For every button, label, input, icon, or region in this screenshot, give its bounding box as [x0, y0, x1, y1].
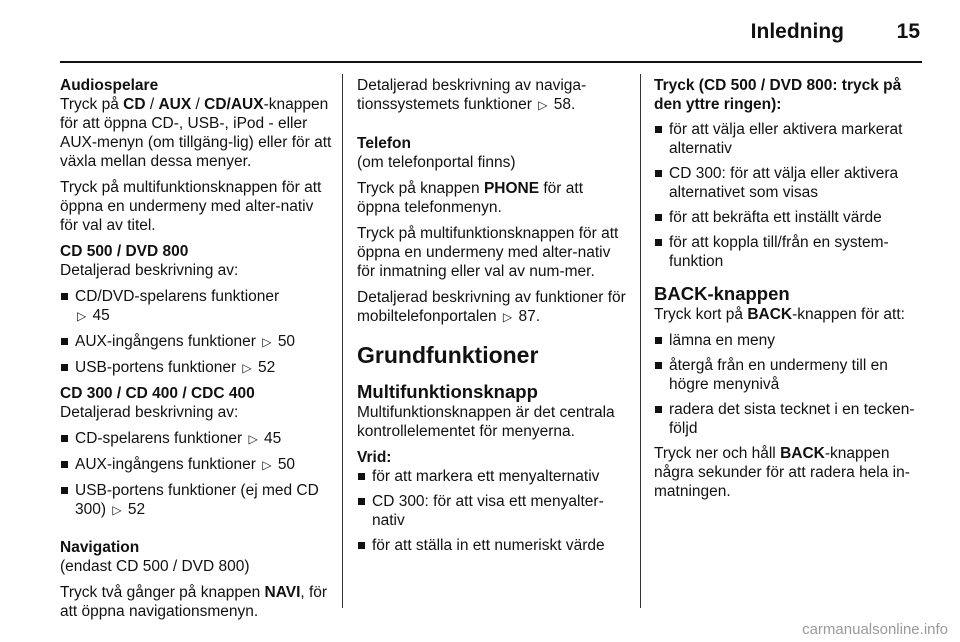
section-heading-grundfunktioner: Grundfunktioner: [357, 342, 539, 368]
list-item-text: USB-portens funktioner: [75, 359, 237, 376]
cd-aux-key: CD/AUX: [204, 96, 264, 113]
phone-paragraph-3: [357, 288, 627, 327]
page-reference-arrow-icon: ▷: [538, 98, 548, 112]
text: .: [571, 96, 576, 113]
list-item: för att välja eller aktivera markerat alternativ: [654, 120, 926, 158]
header-title: Inledning: [750, 20, 844, 43]
vrid-list: [357, 467, 627, 555]
audio-paragraph-1: [60, 95, 332, 171]
page-reference[interactable]: 50: [277, 456, 296, 473]
page-reference[interactable]: 52: [127, 501, 146, 518]
text: Tryck två gånger på knappen: [60, 584, 265, 601]
watermark: carmanualsonline.info: [802, 621, 948, 638]
list-item: återgå från en undermeny till en högre menynivå: [654, 356, 926, 394]
cd300-heading: CD 300 / CD 400 / CDC 400: [60, 385, 255, 402]
back-key: BACK: [780, 445, 825, 462]
page-number: 15: [896, 20, 920, 43]
cd500-description: Detaljerad beskrivning av:: [60, 262, 239, 279]
text: Tryck på knappen: [357, 180, 484, 197]
tryck-label: Tryck (CD 500 / DVD 800: tryck på den yttre ringen):: [654, 77, 902, 113]
column-3: [654, 76, 926, 508]
back-paragraph-1: [654, 305, 926, 324]
spacer: [357, 122, 627, 134]
list-item: [60, 358, 332, 378]
text: -knappen för att öppna CD-, USB-, iPod - eller AUX-menyn (om tillgäng-lig) eller för att växla mellan dessa menyer.: [60, 96, 332, 170]
text: Tryck på: [60, 96, 124, 113]
back-button-heading: BACK-knappen: [654, 283, 790, 304]
page-reference[interactable]: 50: [277, 333, 296, 350]
back-paragraph-2: [654, 444, 926, 501]
list-item: radera det sista tecknet i en tecken-följd: [654, 400, 926, 438]
list-item: för att bekräfta ett inställt värde: [654, 208, 926, 227]
column-divider-2: [640, 74, 641, 608]
list-item-text: USB-portens funktioner (ej med CD 300): [75, 482, 319, 518]
navigation-continuation: [357, 76, 627, 115]
tryck-list: [654, 120, 926, 271]
page-reference-arrow-icon: ▷: [502, 310, 513, 324]
cd500-list: [60, 287, 332, 378]
text: -knappen för att:: [792, 306, 905, 323]
text: Tryck kort på: [654, 306, 748, 323]
text: Detaljerad beskrivning av naviga-tionssystemets funktioner: [357, 77, 587, 113]
aux-key: AUX: [158, 96, 192, 113]
list-item: för att markera ett menyalternativ: [357, 467, 627, 486]
header-divider: [60, 61, 922, 63]
back-list: [654, 331, 926, 438]
back-key: BACK: [747, 306, 793, 323]
list-item: för att ställa in ett numeriskt värde: [357, 536, 627, 555]
list-item-text: AUX-ingångens funktioner: [75, 333, 256, 350]
cd500-heading: CD 500 / DVD 800: [60, 243, 189, 260]
page-reference[interactable]: 52: [257, 359, 276, 376]
page-reference-arrow-icon: ▷: [262, 335, 272, 349]
audio-heading: Audiospelare: [60, 77, 159, 94]
phone-heading: Telefon: [357, 135, 411, 152]
list-item: [60, 455, 332, 475]
list-item: CD 300: för att visa ett menyalter-nativ: [357, 492, 627, 530]
list-item: [60, 287, 332, 326]
text: för att öppna telefonmenyn.: [357, 180, 583, 216]
column-divider-1: [342, 74, 343, 608]
page-reference-arrow-icon: ▷: [248, 432, 258, 446]
cd300-list: [60, 429, 332, 520]
list-item-text: CD-spelarens funktioner: [75, 430, 243, 447]
vrid-label: Vrid:: [357, 449, 392, 466]
list-item: för att koppla till/från en system-funktion: [654, 233, 926, 271]
list-item-text: AUX-ingångens funktioner: [75, 456, 256, 473]
page-reference-arrow-icon: ▷: [112, 503, 122, 517]
list-item: [60, 332, 332, 352]
text: .: [535, 308, 541, 325]
phone-key: PHONE: [483, 180, 540, 197]
phone-note: (om telefonportal finns): [357, 154, 516, 171]
page-reference-arrow-icon: ▷: [262, 458, 272, 472]
column-2: [357, 76, 627, 561]
navigation-paragraph: [60, 583, 332, 621]
navigation-note: (endast CD 500 / DVD 800): [60, 558, 250, 575]
phone-paragraph-1: [357, 179, 627, 217]
text: , för att öppna navigationsmenyn.: [60, 584, 328, 620]
spacer: [60, 526, 332, 538]
navigation-heading: Navigation: [60, 539, 140, 556]
text: /: [145, 96, 159, 113]
list-item: CD 300: för att välja eller aktivera alternativet som visas: [654, 164, 926, 202]
text: /: [191, 96, 205, 113]
page-reference[interactable]: 45: [264, 430, 282, 447]
page-reference-arrow-icon: ▷: [242, 361, 252, 375]
page-reference[interactable]: 45: [92, 307, 110, 324]
text: Detaljerad beskrivning av funktioner för mobiltelefonportalen: [357, 289, 626, 325]
page-reference-arrow-icon: ▷: [77, 309, 87, 323]
page-header: [0, 0, 960, 60]
phone-paragraph-2: Tryck på multifunktionsknappen för att öppna en undermeny med alter-nativ för inmatning eller val av num-mer.: [357, 225, 619, 280]
cd300-description: Detaljerad beskrivning av:: [60, 404, 239, 421]
list-item: [60, 481, 332, 520]
multifunction-paragraph: Multifunktionsknappen är det centrala kontrollelementet för menyerna.: [357, 404, 615, 440]
navi-key: NAVI: [264, 584, 301, 601]
list-item: lämna en meny: [654, 331, 926, 350]
text: Tryck ner och håll: [654, 445, 781, 462]
page-reference[interactable]: 58: [553, 96, 571, 113]
audio-paragraph-2: Tryck på multifunktionsknappen för att öppna en undermeny med alter-nativ för val av titel.: [60, 179, 322, 234]
text: -knappen några sekunder för att radera hela in-matningen.: [654, 445, 910, 500]
list-item-text: CD/DVD-spelarens funktioner: [75, 288, 280, 305]
list-item: [60, 429, 332, 449]
page-reference[interactable]: 87: [518, 308, 536, 325]
multifunction-heading: Multifunktionsknapp: [357, 381, 538, 402]
column-1: [60, 76, 332, 628]
cd-key: CD: [123, 96, 146, 113]
